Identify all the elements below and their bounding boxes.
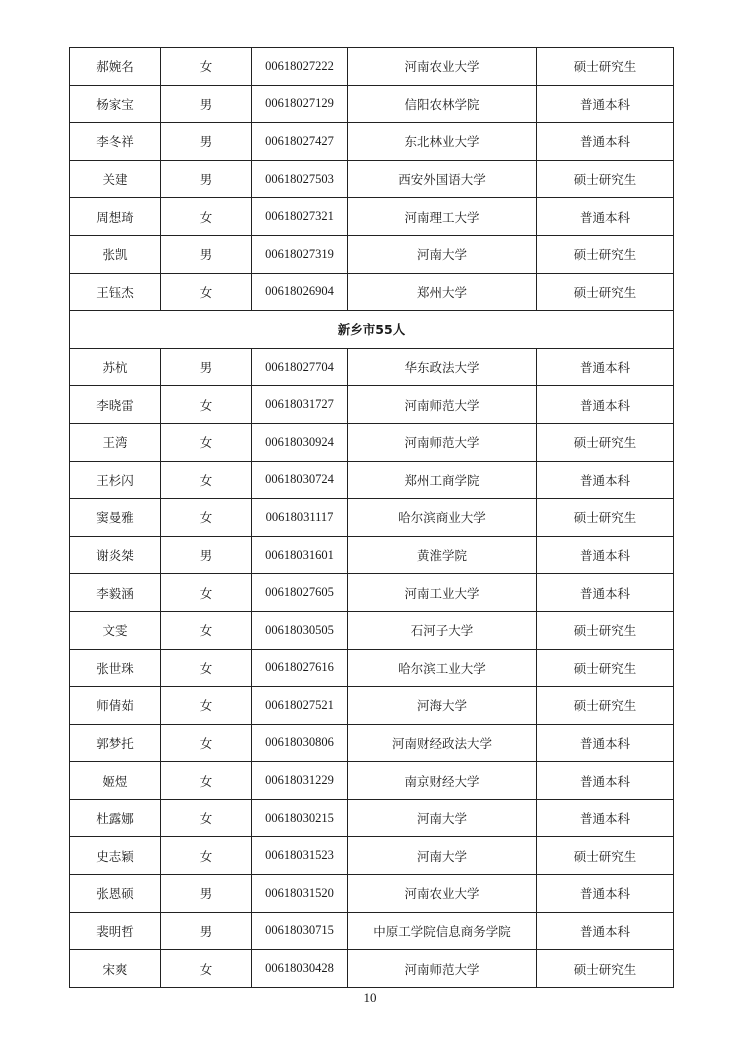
name-cell: 李毅涵 (70, 574, 161, 612)
gender-cell: 男 (161, 235, 252, 273)
school-cell: 信阳农林学院 (348, 85, 537, 123)
gender-cell: 女 (161, 499, 252, 537)
section-header-body (70, 311, 674, 349)
name-cell: 窦曼雅 (70, 499, 161, 537)
id-cell: 00618026904 (252, 273, 348, 311)
degree-cell: 普通本科 (537, 536, 674, 574)
id-cell: 00618031229 (252, 762, 348, 800)
table-row (70, 837, 674, 875)
id-cell: 00618030806 (252, 724, 348, 762)
degree-cell: 普通本科 (537, 724, 674, 762)
name-cell: 裴明哲 (70, 912, 161, 950)
id-cell: 00618031523 (252, 837, 348, 875)
name-cell: 王钰杰 (70, 273, 161, 311)
table-row (70, 461, 674, 499)
school-cell: 南京财经大学 (348, 762, 537, 800)
name-cell: 姬煜 (70, 762, 161, 800)
gender-cell: 女 (161, 461, 252, 499)
degree-cell: 普通本科 (537, 799, 674, 837)
degree-cell: 硕士研究生 (537, 160, 674, 198)
degree-cell: 普通本科 (537, 912, 674, 950)
school-cell: 东北林业大学 (348, 123, 537, 161)
school-cell: 郑州工商学院 (348, 461, 537, 499)
id-cell: 00618031727 (252, 386, 348, 424)
degree-cell: 硕士研究生 (537, 273, 674, 311)
table-row (70, 687, 674, 725)
table-body-after (70, 348, 674, 987)
id-cell: 00618027427 (252, 123, 348, 161)
name-cell: 王湾 (70, 423, 161, 461)
name-cell: 关建 (70, 160, 161, 198)
id-cell: 00618031601 (252, 536, 348, 574)
gender-cell: 男 (161, 85, 252, 123)
gender-cell: 男 (161, 536, 252, 574)
table-row (70, 386, 674, 424)
degree-cell: 普通本科 (537, 386, 674, 424)
degree-cell: 硕士研究生 (537, 499, 674, 537)
table-row (70, 536, 674, 574)
degree-cell: 硕士研究生 (537, 837, 674, 875)
gender-cell: 女 (161, 574, 252, 612)
table-row (70, 611, 674, 649)
degree-cell: 普通本科 (537, 461, 674, 499)
table-row (70, 762, 674, 800)
school-cell: 河南工业大学 (348, 574, 537, 612)
gender-cell: 女 (161, 423, 252, 461)
id-cell: 00618030724 (252, 461, 348, 499)
id-cell: 00618030428 (252, 950, 348, 988)
section-header-row (70, 311, 674, 349)
gender-cell: 女 (161, 649, 252, 687)
degree-cell: 硕士研究生 (537, 649, 674, 687)
school-cell: 河南大学 (348, 235, 537, 273)
table-row (70, 912, 674, 950)
school-cell: 河南师范大学 (348, 423, 537, 461)
name-cell: 谢炎桀 (70, 536, 161, 574)
gender-cell: 女 (161, 762, 252, 800)
school-cell: 黄淮学院 (348, 536, 537, 574)
degree-cell: 普通本科 (537, 574, 674, 612)
id-cell: 00618027704 (252, 348, 348, 386)
gender-cell: 女 (161, 386, 252, 424)
table-row (70, 348, 674, 386)
name-cell: 郭梦托 (70, 724, 161, 762)
table-row (70, 423, 674, 461)
table-row (70, 724, 674, 762)
table-row (70, 273, 674, 311)
school-cell: 石河子大学 (348, 611, 537, 649)
gender-cell: 男 (161, 912, 252, 950)
table-row (70, 799, 674, 837)
gender-cell: 女 (161, 799, 252, 837)
table-row (70, 85, 674, 123)
gender-cell: 女 (161, 837, 252, 875)
degree-cell: 硕士研究生 (537, 48, 674, 86)
table-row (70, 123, 674, 161)
school-cell: 河南农业大学 (348, 48, 537, 86)
name-cell: 苏杭 (70, 348, 161, 386)
gender-cell: 男 (161, 123, 252, 161)
table-row (70, 499, 674, 537)
gender-cell: 男 (161, 160, 252, 198)
gender-cell: 女 (161, 611, 252, 649)
degree-cell: 硕士研究生 (537, 687, 674, 725)
gender-cell: 女 (161, 724, 252, 762)
id-cell: 00618027222 (252, 48, 348, 86)
name-cell: 杨家宝 (70, 85, 161, 123)
name-cell: 杜露娜 (70, 799, 161, 837)
school-cell: 华东政法大学 (348, 348, 537, 386)
school-cell: 河南大学 (348, 837, 537, 875)
school-cell: 河南理工大学 (348, 198, 537, 236)
table-row (70, 198, 674, 236)
school-cell: 哈尔滨商业大学 (348, 499, 537, 537)
gender-cell: 男 (161, 875, 252, 913)
name-cell: 张凯 (70, 235, 161, 273)
table-row (70, 235, 674, 273)
gender-cell: 男 (161, 348, 252, 386)
degree-cell: 普通本科 (537, 85, 674, 123)
degree-cell: 普通本科 (537, 123, 674, 161)
id-cell: 00618031117 (252, 499, 348, 537)
school-cell: 河南师范大学 (348, 950, 537, 988)
school-cell: 河南财经政法大学 (348, 724, 537, 762)
gender-cell: 女 (161, 950, 252, 988)
school-cell: 西安外国语大学 (348, 160, 537, 198)
id-cell: 00618027129 (252, 85, 348, 123)
name-cell: 师倩茹 (70, 687, 161, 725)
id-cell: 00618027605 (252, 574, 348, 612)
id-cell: 00618027503 (252, 160, 348, 198)
name-cell: 宋爽 (70, 950, 161, 988)
table-row (70, 649, 674, 687)
name-cell: 文雯 (70, 611, 161, 649)
name-cell: 张恩硕 (70, 875, 161, 913)
id-cell: 00618030215 (252, 799, 348, 837)
school-cell: 郑州大学 (348, 273, 537, 311)
table-row (70, 574, 674, 612)
section-title: 新乡市55人 (70, 311, 674, 349)
table-body-before (70, 48, 674, 311)
id-cell: 00618030924 (252, 423, 348, 461)
name-cell: 李晓雷 (70, 386, 161, 424)
name-cell: 李冬祥 (70, 123, 161, 161)
school-cell: 哈尔滨工业大学 (348, 649, 537, 687)
degree-cell: 硕士研究生 (537, 235, 674, 273)
name-cell: 史志颖 (70, 837, 161, 875)
table-row (70, 160, 674, 198)
id-cell: 00618027319 (252, 235, 348, 273)
id-cell: 00618030715 (252, 912, 348, 950)
name-cell: 张世珠 (70, 649, 161, 687)
school-cell: 中原工学院信息商务学院 (348, 912, 537, 950)
degree-cell: 普通本科 (537, 875, 674, 913)
school-cell: 河海大学 (348, 687, 537, 725)
name-cell: 王杉闪 (70, 461, 161, 499)
gender-cell: 女 (161, 48, 252, 86)
degree-cell: 硕士研究生 (537, 423, 674, 461)
gender-cell: 女 (161, 198, 252, 236)
id-cell: 00618027521 (252, 687, 348, 725)
school-cell: 河南农业大学 (348, 875, 537, 913)
degree-cell: 硕士研究生 (537, 950, 674, 988)
table-row (70, 48, 674, 86)
candidate-table (69, 47, 674, 988)
id-cell: 00618027616 (252, 649, 348, 687)
name-cell: 周想琦 (70, 198, 161, 236)
gender-cell: 女 (161, 687, 252, 725)
school-cell: 河南大学 (348, 799, 537, 837)
degree-cell: 硕士研究生 (537, 611, 674, 649)
table-row (70, 875, 674, 913)
table-row (70, 950, 674, 988)
degree-cell: 普通本科 (537, 348, 674, 386)
id-cell: 00618030505 (252, 611, 348, 649)
id-cell: 00618027321 (252, 198, 348, 236)
page-number: 10 (363, 990, 377, 1005)
degree-cell: 普通本科 (537, 762, 674, 800)
degree-cell: 普通本科 (537, 198, 674, 236)
name-cell: 郝婉名 (70, 48, 161, 86)
school-cell: 河南师范大学 (348, 386, 537, 424)
id-cell: 00618031520 (252, 875, 348, 913)
gender-cell: 女 (161, 273, 252, 311)
